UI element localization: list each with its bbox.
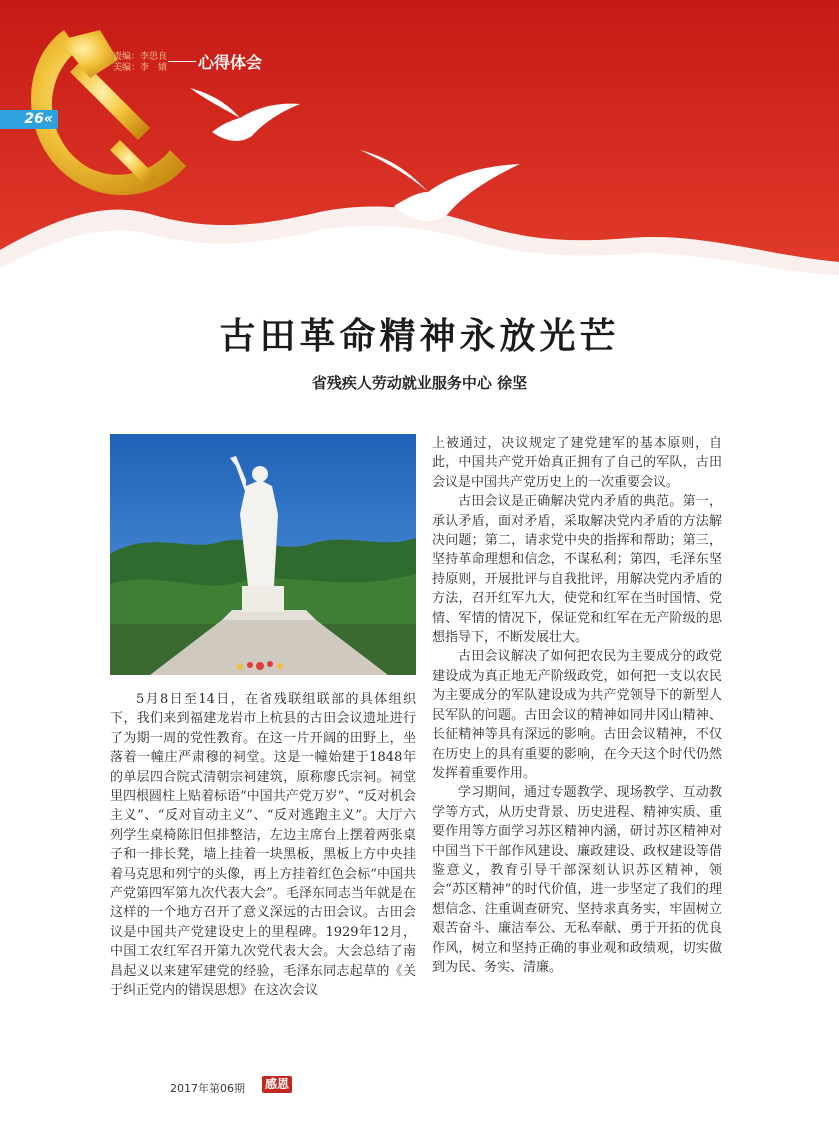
article-byline: 省残疾人劳动就业服务中心 徐坚 [311,374,528,392]
article-title: 古田革命精神永放光芒 [219,315,620,357]
issue-label: 2017年第06期 [170,1082,245,1095]
section-label: 心得体会 [198,53,263,72]
editor-line: 责编：李思良 [113,52,168,62]
paragraph-continued: 上被通过，决议规定了建党建军的基本原则，自此，中国共产党开始真正拥有了自己的军队，古田会议是中国共产党历史上的一次重要会议。 [432,436,722,490]
paragraph: 学习期间，通过专题教学、现场教学、互动教学等方式，从历史背景、历史进程、精神实质、重要作用等方面学习苏区精神内涵，研讨苏区精神对中国当下干部作风建设、廉政建设、政权建设等借鉴意义，教育引导干部深刻认识苏区精神，领会“苏区精神”的时代价值，进一步坚定了我们的理想信念、注重调查研究、坚持求真务实，牢固树立艰苦奋斗、廉洁奉公、无私奉献、勇于开拓的优良作风，树立和坚持正确的事业观和政绩观，切实做到为民、务实、清廉。 [432,785,722,975]
designer-line: 美编：李 婧 [113,63,168,73]
article-body-left [110,690,416,1001]
article-body-right [432,434,722,977]
page-number-text: 26 [24,111,44,127]
page-number: 26« [0,110,58,129]
editor-divider [168,61,196,62]
editor-credits [113,52,167,74]
paragraph: 古田会议解决了如何把农民为主要成分的政党建设成为真正地无产阶级政党，如何把一支以农民为主要成分的军队建设成为共产党领导下的新型人民军队的问题。古田会议的精神如同井冈山精神、长征精神等具有深远的影响。古田会议精神，不仅在历史上的具有重要的影响，在今天这个时代仍然发挥着重要作用。 [432,649,722,781]
paragraph: 古田会议是正确解决党内矛盾的典范。第一，承认矛盾，面对矛盾，采取解决党内矛盾的方法解决问题；第二，请求党中央的指挥和帮助；第三，坚持革命理想和信念，不谋私利；第四，毛泽东坚持原则，开展批评与自我批评，用解决党内矛盾的方法，召开红军九大，使党和红军在当时国情、党情、军情的情况下，保证党和红军在无产阶级的思想指导下，不断发展壮大。 [432,494,722,646]
magazine-logo: 感恩 [262,1076,292,1093]
paragraph: 5月8日至14日，在省残联组联部的具体组织下，我们来到福建龙岩市上杭县的古田会议遗址进行了为期一周的党性教育。在这一片开阔的田野上，坐落着一幢庄严肃穆的祠堂。这是一幢始建于1848年的单层四合院式清朝宗祠建筑，原称廖氏宗祠。祠堂里四根圆柱上贴着标语“中国共产党万岁”、“反对机会主义”、“反对盲动主义”、“反对逃跑主义”。大厅六列学生桌椅陈旧但排整洁，左边主席台上摆着两张桌子和一排长凳，墙上挂着一块黑板，黑板上方中央挂着马克思和列宁的头像，再上方挂着红色会标“中国共产党第四军第九次代表大会”。毛泽东同志当年就是在这样的一个地方召开了意义深远的古田会议。古田会议是中国共产党建设史上的里程碑。1929年12月，中国工农红军召开第九次党代表大会。大会总结了南昌起义以来建军建党的经验，毛泽东同志起草的《关于纠正党内的错误思想》在这次会议 [110,692,416,999]
statue-photo [110,434,416,675]
header-banner [0,0,839,290]
